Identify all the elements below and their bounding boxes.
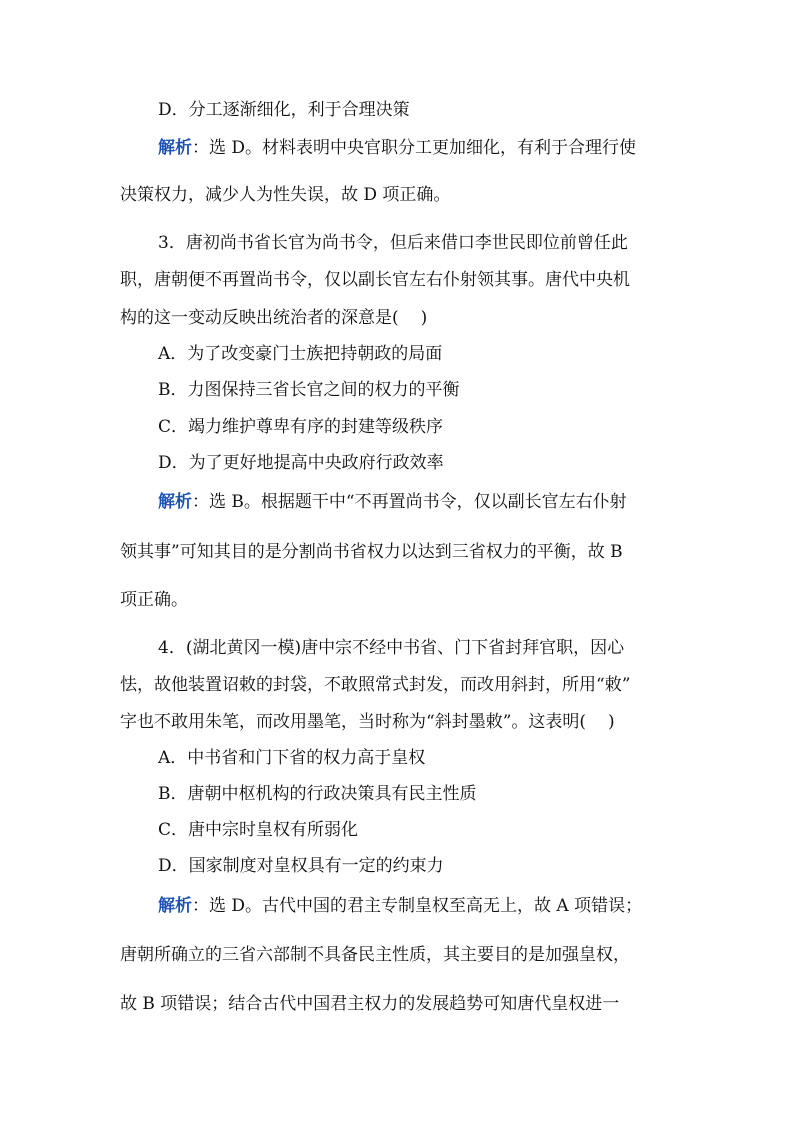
q3-analysis-line-2: 领其事”可知其目的是分割尚书省权力以达到三省权力的平衡，故 B bbox=[120, 542, 623, 562]
q4-stem-line-1: 4．(湖北黄冈一模)唐中宗不经中书省、门下省封拜官职，因心 bbox=[158, 638, 625, 658]
q3-option-b: B．力图保持三省长官之间的权力的平衡 bbox=[158, 380, 460, 400]
analysis-label: 解析 bbox=[158, 492, 192, 512]
q3-option-c: C．竭力维护尊卑有序的封建等级秩序 bbox=[158, 417, 444, 437]
q3-stem-line-3: 构的这一变动反映出统治者的深意是( ) bbox=[120, 308, 428, 328]
q4-analysis-line-3: 故 B 项错误；结合古代中国君主权力的发展趋势可知唐代皇权进一 bbox=[120, 994, 620, 1014]
q4-analysis-line-1: 解析：选 D。古代中国的君主专制皇权至高无上，故 A 项错误； bbox=[158, 896, 643, 916]
q4-option-a: A．中书省和门下省的权力高于皇权 bbox=[158, 748, 426, 768]
q3-stem-line-2: 职，唐朝便不再置尚书令，仅以副长官左右仆射领其事。唐代中央机 bbox=[120, 270, 630, 290]
q4-option-b: B．唐朝中枢机构的行政决策具有民主性质 bbox=[158, 784, 477, 804]
q3-analysis-line-3: 项正确。 bbox=[120, 590, 188, 610]
q3-stem-line-1: 3．唐初尚书省长官为尚书令，但后来借口李世民即位前曾任此 bbox=[158, 233, 628, 253]
q2-analysis-line-2: 决策权力，减少人为性失误，故 D 项正确。 bbox=[120, 185, 451, 205]
q3-option-d: D．为了更好地提高中央政府行政效率 bbox=[158, 453, 444, 473]
q4-analysis-line-2: 唐朝所确立的三省六部制不具备民主性质，其主要目的是加强皇权， bbox=[120, 945, 630, 965]
q4-option-c: C．唐中宗时皇权有所弱化 bbox=[158, 820, 359, 840]
q2-analysis-line-1: 解析：选 D。材料表明中央官职分工更加细化，有利于合理行使 bbox=[158, 138, 637, 158]
q4-stem-line-3: 字也不敢用朱笔，而改用墨笔，当时称为“斜封墨敕”。这表明( ) bbox=[120, 712, 615, 732]
q4-stem-line-2: 怯，故他装置诏敕的封袋，不敢照常式封发，而改用斜封，所用“敕” bbox=[120, 675, 631, 695]
q2-option-d: D．分工逐渐细化，利于合理决策 bbox=[158, 100, 410, 120]
q3-option-a: A．为了改变豪门士族把持朝政的局面 bbox=[158, 344, 443, 364]
q3-analysis-line-1: 解析：选 B。根据题干中“不再置尚书令，仅以副长官左右仆射 bbox=[158, 492, 627, 512]
analysis-label: 解析 bbox=[158, 138, 192, 158]
analysis-label: 解析 bbox=[158, 896, 192, 916]
q4-option-d: D．国家制度对皇权具有一定的约束力 bbox=[158, 856, 444, 876]
